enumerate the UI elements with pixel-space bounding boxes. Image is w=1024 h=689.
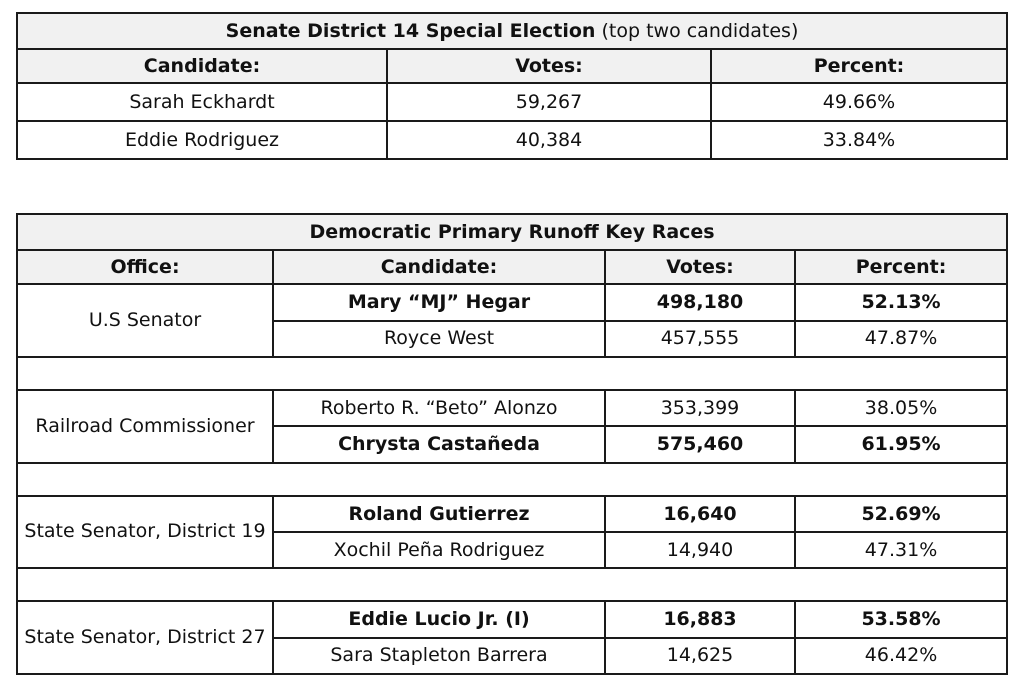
spacer-row [17,463,1007,496]
office-cell: Railroad Commissioner [17,390,273,462]
votes-cell: 40,384 [387,121,711,159]
spacer-row [17,357,1007,390]
table-title-note: (top two candidates) [601,19,799,42]
votes-cell: 16,640 [605,496,795,532]
percent-cell: 52.13% [795,284,1007,320]
header-row [17,250,1007,284]
candidate-cell: Royce West [273,321,605,357]
header-office: Office: [17,250,273,284]
table-row [17,83,1007,121]
votes-cell: 59,267 [387,83,711,121]
spacer-cell [17,357,1007,390]
votes-cell: 16,883 [605,601,795,637]
votes-cell: 498,180 [605,284,795,320]
votes-cell: 353,399 [605,390,795,426]
percent-cell: 61.95% [795,426,1007,462]
spacer-cell [17,568,1007,601]
candidate-cell: Mary “MJ” Hegar [273,284,605,320]
percent-cell: 33.84% [711,121,1007,159]
candidate-cell: Eddie Lucio Jr. (I) [273,601,605,637]
candidate-cell: Roberto R. “Beto” Alonzo [273,390,605,426]
header-percent: Percent: [711,49,1007,83]
office-cell: State Senator, District 19 [17,496,273,568]
table-title-main: Senate District 14 Special Election [225,19,596,42]
header-votes: Votes: [387,49,711,83]
runoff-races-table [16,213,1008,675]
header-candidate: Candidate: [273,250,605,284]
table-row [17,121,1007,159]
table-title [17,13,1007,49]
table-title: Democratic Primary Runoff Key Races [17,214,1007,250]
table-title-row [17,214,1007,250]
header-votes: Votes: [605,250,795,284]
percent-cell: 49.66% [711,83,1007,121]
candidate-cell: Chrysta Castañeda [273,426,605,462]
percent-cell: 47.31% [795,532,1007,568]
spacer-row [17,568,1007,601]
candidate-cell: Roland Gutierrez [273,496,605,532]
table-row [17,496,1007,532]
votes-cell: 14,625 [605,638,795,674]
header-percent: Percent: [795,250,1007,284]
candidate-cell: Xochil Peña Rodriguez [273,532,605,568]
percent-cell: 53.58% [795,601,1007,637]
special-election-table [16,12,1008,160]
table-title-row [17,13,1007,49]
office-cell: U.S Senator [17,284,273,356]
percent-cell: 47.87% [795,321,1007,357]
header-row [17,49,1007,83]
percent-cell: 52.69% [795,496,1007,532]
table-row [17,284,1007,320]
votes-cell: 457,555 [605,321,795,357]
spacer-cell [17,463,1007,496]
table-row [17,390,1007,426]
percent-cell: 38.05% [795,390,1007,426]
table-row [17,601,1007,637]
votes-cell: 14,940 [605,532,795,568]
percent-cell: 46.42% [795,638,1007,674]
votes-cell: 575,460 [605,426,795,462]
office-cell: State Senator, District 27 [17,601,273,674]
candidate-cell: Sara Stapleton Barrera [273,638,605,674]
candidate-cell: Sarah Eckhardt [17,83,387,121]
candidate-cell: Eddie Rodriguez [17,121,387,159]
header-candidate: Candidate: [17,49,387,83]
